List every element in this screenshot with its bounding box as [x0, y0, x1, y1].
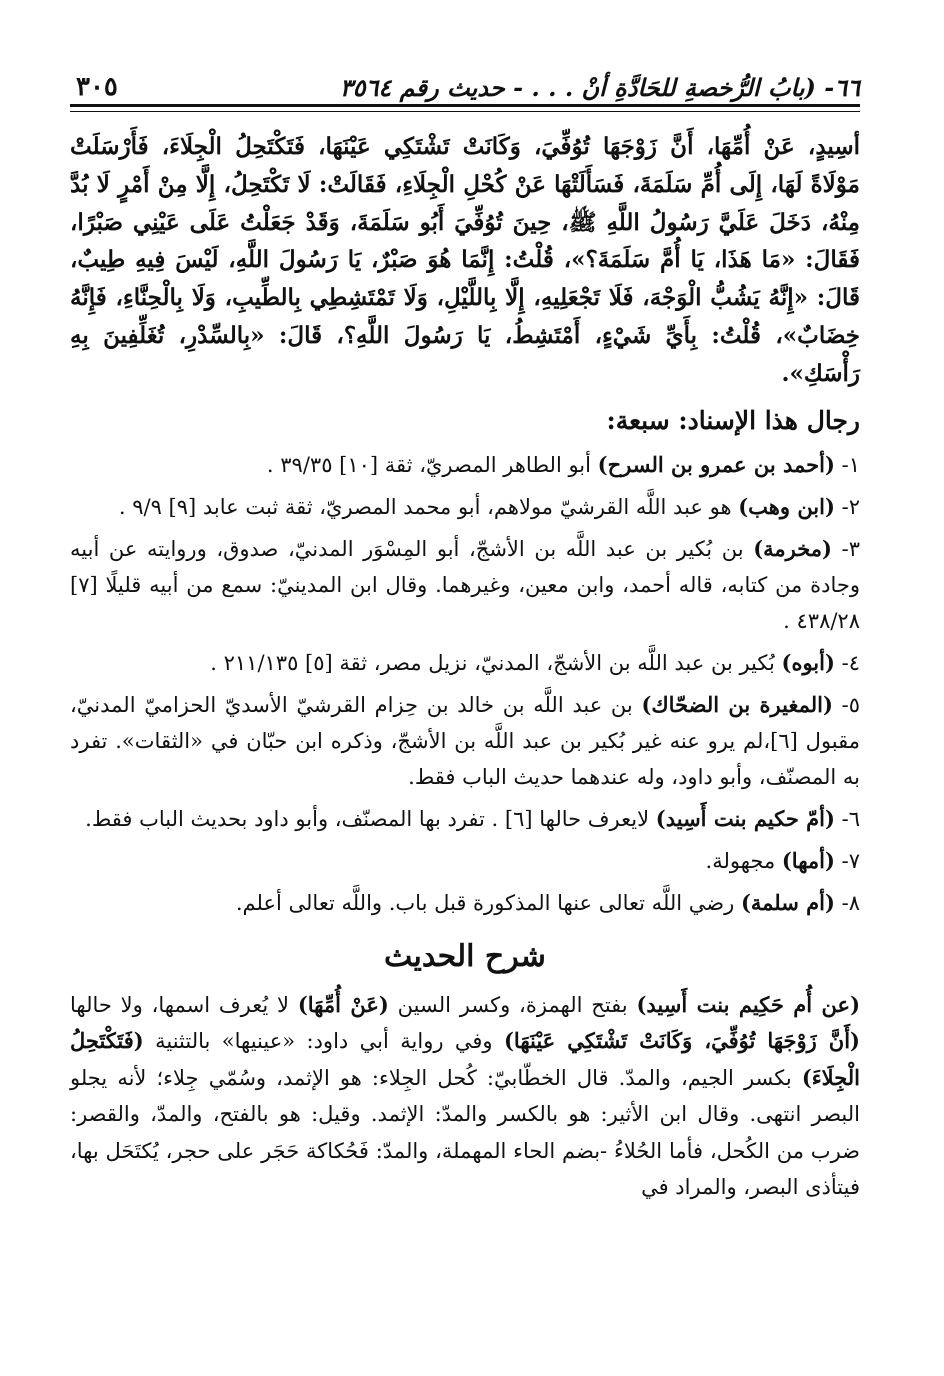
page-header: [70, 58, 860, 102]
narrator-item: [70, 885, 860, 921]
narrator-name: (أمها): [781, 847, 835, 873]
sharh-phrase: (عن أُم حَكِيم بنت أَسِيد): [636, 991, 861, 1017]
narrator-number: ٨-: [841, 890, 860, 915]
narrator-number: ٤-: [841, 650, 860, 675]
narrator-number: ٥-: [841, 692, 860, 717]
sharh-heading: شرح الحديث: [384, 938, 546, 974]
sharh-phrase: (عَنْ أُمِّهَا): [297, 991, 389, 1017]
narrator-name: (ابن وهب): [738, 493, 835, 519]
narrator-description: بُكير بن عبد اللَّه بن الأشجّ، المدنيّ، نزيل مصر، ثقة [٥] ٢١١/١٣٥ .: [210, 650, 782, 675]
narrator-name: (المغيرة بن الضحّاك): [641, 691, 833, 717]
narrator-number: ٦-: [841, 806, 860, 831]
sharh-text: بفتح الهمزة، وكسر السين: [388, 992, 637, 1017]
narrator-list: [70, 447, 860, 921]
rijal-heading: رجال هذا الإسناد: سبعة:: [606, 405, 860, 435]
hadith-text: أسِيدٍ، عَنْ أُمِّهَا، أَنَّ زَوْجَهَا تُوُفِّيَ، وَكَانَتْ تَشْتَكِي عَيْنَهَا، فَتَكْتَحِلُ الْجِلَاءَ، فَأَرْسَلَتْ مَوْلَاةً لَهَا، إِلَى أُمِّ سَلَمَةَ، فَسَأَلَتْهَا عَنْ كُحْلِ الْجِلَاءِ، فَقَالَتْ: لَا تَكْتَحِلُ، إِلَّا مِنْ أَمْرٍ لَا بُدَّ مِنْهُ، دَخَلَ عَلَيَّ رَسُولُ اللَّهِ ﷺ، حِينَ تُوُفِّيَ أَبُو سَلَمَةَ، وَقَدْ جَعَلْتُ عَلَى عَيْنِي صَبْرًا، فَقَالَ: «مَا هَذَا، يَا أُمَّ سَلَمَةَ؟»، قُلْتُ: إِنَّمَا هُوَ صَبْرٌ، يَا رَسُولَ اللَّهِ، لَيْسَ فِيهِ طِيبٌ، قَالَ: «إِنَّهُ يَشُبُّ الْوَجْهَ، فَلَا تَجْعَلِيهِ، إِلَّا بِاللَّيْلِ، وَلَا تَمْتَشِطِي بِالطِّيبِ، وَلَا بِالْحِنَّاءِ، فَإِنَّهُ خِضَابٌ»، قُلْتُ: بِأَيِّ شَيْءٍ، أَمْتَشِطُ، يَا رَسُولَ اللَّهِ؟، قَالَ: «بِالسِّدْرِ، تُغَلِّفِينَ بِهِ رَأْسَكِ».: [70, 133, 860, 387]
narrator-description: بن بُكير بن عبد اللَّه بن الأشجّ، أبو المِسْوَر المدنيّ، صدوق، وروايته عن أبيه وجادة من كتابه، قاله أحمد، وابن معين، وغيرهما. وقال ابن المدينيّ: سمع من أبيه قليلًا [٧] ٤٣٨/٢٨ .: [70, 536, 860, 633]
narrator-name: (مخرمة): [753, 535, 832, 561]
sharh-text: بكسر الجيم، والمدّ. قال الخطّابيّ: كُحل الجِلاء: هو الإثمد، وسُمّي جِلاء؛ لأنه يجلو البصر انتهى. وقال ابن الأثير: هو بالكسر والمدّ: الإثمد. وقيل: هو بالفتح، والمدّ، والقصر: ضرب من الكُحل، فأما الحُلاءُ -بضم الحاء المهملة، والمدّ: فَحُكاكة حَجَر على حجر، يُكتَحَل بها، فيتأذى البصر، والمراد في: [70, 1065, 860, 1200]
narrator-item: [70, 801, 860, 837]
narrator-name: (أحمد بن عمرو بن السرح): [597, 451, 835, 477]
narrator-item: [70, 843, 860, 879]
header-double-rule: [70, 104, 860, 116]
narrator-number: ٧-: [841, 848, 860, 873]
narrator-item: [70, 531, 860, 639]
narrator-item: [70, 687, 860, 795]
sharh-phrase: (أَنَّ زَوْجَهَا تُوُفِّيَ، وَكَانَتْ تَشْتَكِي عَيْنَهَا): [503, 1028, 860, 1054]
narrator-item: [70, 489, 860, 525]
narrator-name: (أبوه): [781, 649, 835, 675]
page: [70, 58, 860, 1206]
sharh-phrase: (فَتَكْتَحِلُ الْجِلَاءَ): [70, 1028, 860, 1090]
narrator-name: (أم سلمة): [740, 889, 835, 915]
narrator-description: رضي اللَّه تعالى عنها المذكورة قبل باب. واللَّه تعالى أعلم.: [235, 890, 741, 915]
narrator-item: [70, 645, 860, 681]
running-title: ٦٦- (بابُ الرُّخصةِ للحَادَّةِ أنْ . . . - حديث رقم ٣٥٦٤: [339, 73, 860, 102]
narrator-description: أبو الطاهر المصريّ، ثقة [١٠] ٣٩/٣٥ .: [266, 452, 598, 477]
narrator-description: مجهولة.: [705, 848, 782, 873]
sharh-paragraph: [70, 987, 860, 1206]
page-number: ٣٠٥: [76, 72, 118, 102]
narrator-item: [70, 447, 860, 483]
narrator-number: ١-: [841, 452, 860, 477]
narrator-description: هو عبد اللَّه القرشيّ مولاهم، أبو محمد المصريّ، ثقة ثبت عابد [٩] ٩/٩ .: [118, 494, 739, 519]
sharh-text: لا يُعرف اسمها، ولا حالها: [70, 992, 298, 1017]
narrator-number: ٢-: [841, 494, 860, 519]
narrator-description: بن عبد اللَّه بن خالد بن حِزام القرشيّ الأسديّ الحزاميّ المدنيّ، مقبول [٦]،لم يرو عنه غير بُكير بن عبد اللَّه بن الأشجّ، وذكره ابن حبّان في «الثقات». تفرد به المصنّف، وأبو داود، وله عندهما حديث الباب فقط.: [70, 692, 860, 789]
sharh-text: وفي رواية أبي داود: «عينيها» بالتثنية: [143, 1029, 504, 1054]
narrator-number: ٣-: [841, 536, 860, 561]
narrator-name: (أمّ حكيم بنت أَسِيد): [655, 805, 835, 831]
narrator-description: لايعرف حالها [٦] . تفرد بها المصنّف، وأبو داود بحديث الباب فقط.: [85, 806, 656, 831]
